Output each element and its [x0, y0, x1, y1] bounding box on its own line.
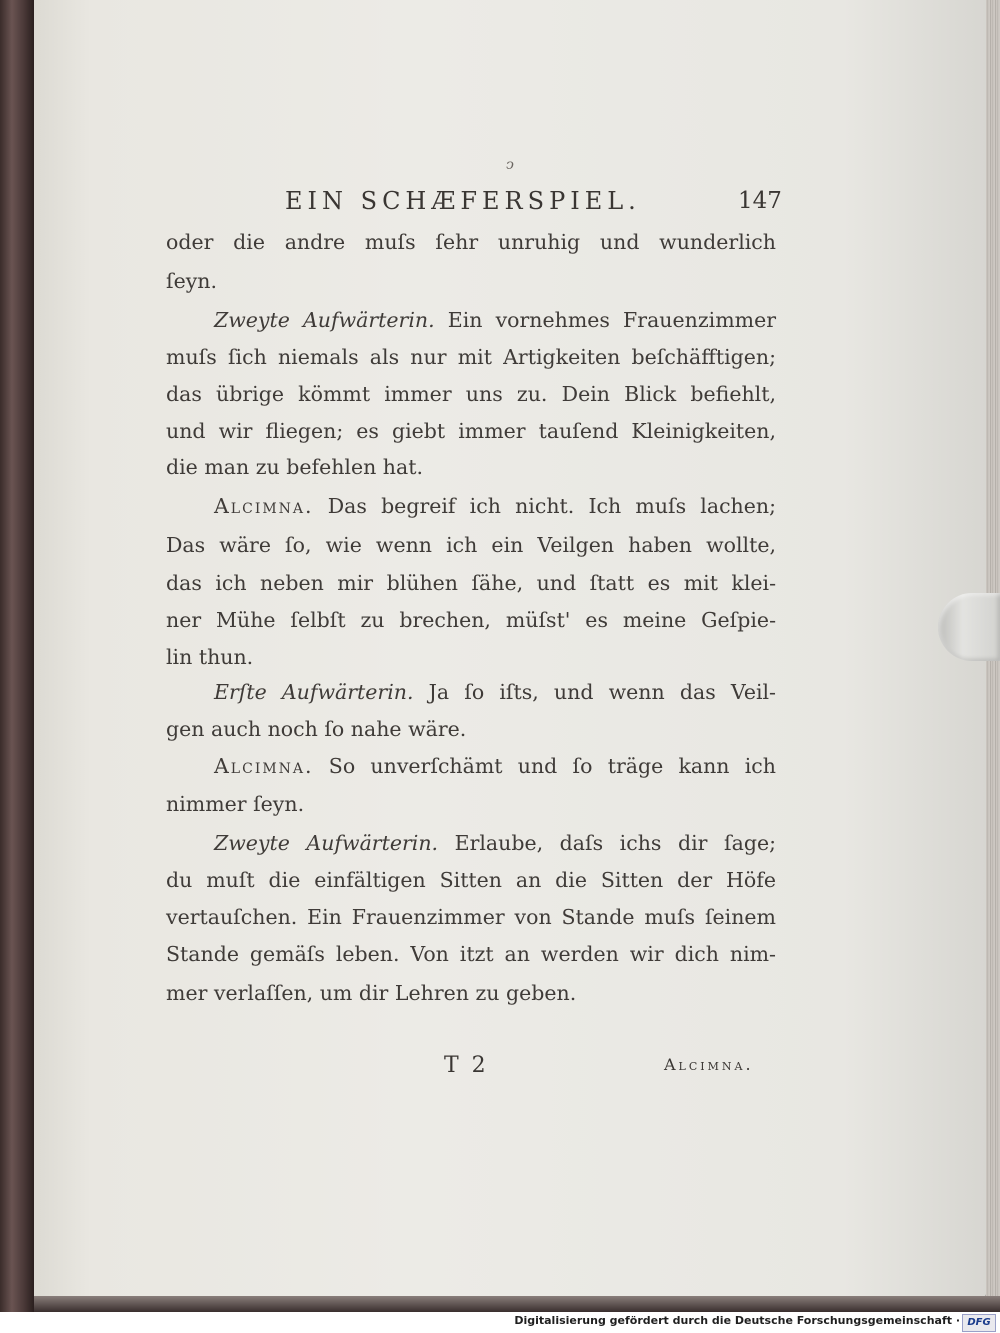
line-text: vertauſchen. Ein Frauenzimmer von Stande muſs ſeinem — [166, 905, 776, 929]
text-line — [214, 303, 776, 337]
speaker-label: Erſte Aufwärterin. — [214, 680, 414, 704]
line-text: Erlaube, daſs ichs dir ſage; — [438, 831, 777, 855]
line-text: Ein vornehmes Frauenzimmer — [434, 308, 776, 332]
text-line — [166, 863, 776, 897]
line-text: lin thun. — [166, 645, 254, 669]
text-line — [166, 712, 776, 746]
page-number: 147 — [738, 188, 782, 214]
line-text: oder die andre muſs ſehr unruhig und wunderlich — [166, 230, 776, 254]
line-text: Ja ſo iſts, und wenn das Veil- — [413, 680, 776, 704]
line-text: Stande gemäſs leben. Von itzt an werden wir dich nim- — [166, 942, 776, 966]
signature-mark: T 2 — [444, 1053, 489, 1078]
book-cover-edge — [0, 0, 34, 1312]
line-text: muſs ſich niemals als nur mit Artigkeiten beſchäfftigen; — [166, 345, 776, 369]
line-text: ner Mühe ſelbſt zu brechen, müſst' es meine Geſpie- — [166, 608, 776, 632]
speaker-label: Zweyte Aufwärterin. — [214, 831, 439, 855]
speaker-label: Alcimna. — [214, 494, 314, 518]
page-clip-holder — [938, 593, 1000, 661]
line-text: mer verlaſſen, um dir Lehren zu geben. — [166, 981, 577, 1005]
footer-bar — [0, 1312, 1000, 1333]
text-line — [166, 603, 776, 637]
dfg-logo: DFG — [962, 1314, 996, 1332]
line-text: nimmer ſeyn. — [166, 792, 305, 816]
line-text: du muſt die einfältigen Sitten an die Sitten der Höfe — [166, 868, 776, 892]
text-line — [166, 976, 776, 1010]
ink-mark: ͻ — [506, 157, 514, 173]
catchword: Alcimna. — [664, 1055, 754, 1074]
funding-credit: Digitalisierung gefördert durch die Deutsche Forschungsgemeinschaft · — [514, 1314, 960, 1327]
text-line — [166, 787, 776, 821]
line-text: das übrige kömmt immer uns zu. Dein Blick befiehlt, — [166, 382, 776, 406]
text-line — [166, 377, 776, 411]
line-text: ſeyn. — [166, 269, 218, 293]
line-text: So unverſchämt und ſo träge kann ich — [313, 754, 776, 778]
text-line — [166, 528, 776, 562]
line-text: gen auch noch ſo nahe wäre. — [166, 717, 467, 741]
text-line — [214, 489, 776, 523]
line-text: das ich neben mir blühen ſähe, und ſtatt es mit klei- — [166, 571, 776, 595]
text-line — [166, 414, 776, 448]
line-text: Das begreif ich nicht. Ich muſs lachen; — [313, 494, 776, 518]
line-text: Das wäre ſo, wie wenn ich ein Veilgen haben wollte, — [166, 533, 776, 557]
running-head: EIN SCHÆFERSPIEL. — [285, 187, 641, 215]
text-line — [166, 937, 776, 971]
text-line — [166, 566, 776, 600]
text-line — [214, 675, 776, 709]
line-text: die man zu befehlen hat. — [166, 455, 423, 479]
text-line — [166, 264, 776, 298]
text-line — [166, 640, 776, 674]
text-line — [166, 900, 776, 934]
text-line — [214, 826, 776, 860]
speaker-label: Zweyte Aufwärterin. — [214, 308, 435, 332]
speaker-label: Alcimna. — [214, 754, 314, 778]
text-line — [214, 749, 776, 783]
text-line — [166, 450, 776, 484]
page-bottom-shadow — [34, 1296, 1000, 1312]
text-line — [166, 225, 776, 259]
line-text: und wir fliegen; es giebt immer tauſend Kleinigkeiten, — [166, 419, 776, 443]
text-line — [166, 340, 776, 374]
